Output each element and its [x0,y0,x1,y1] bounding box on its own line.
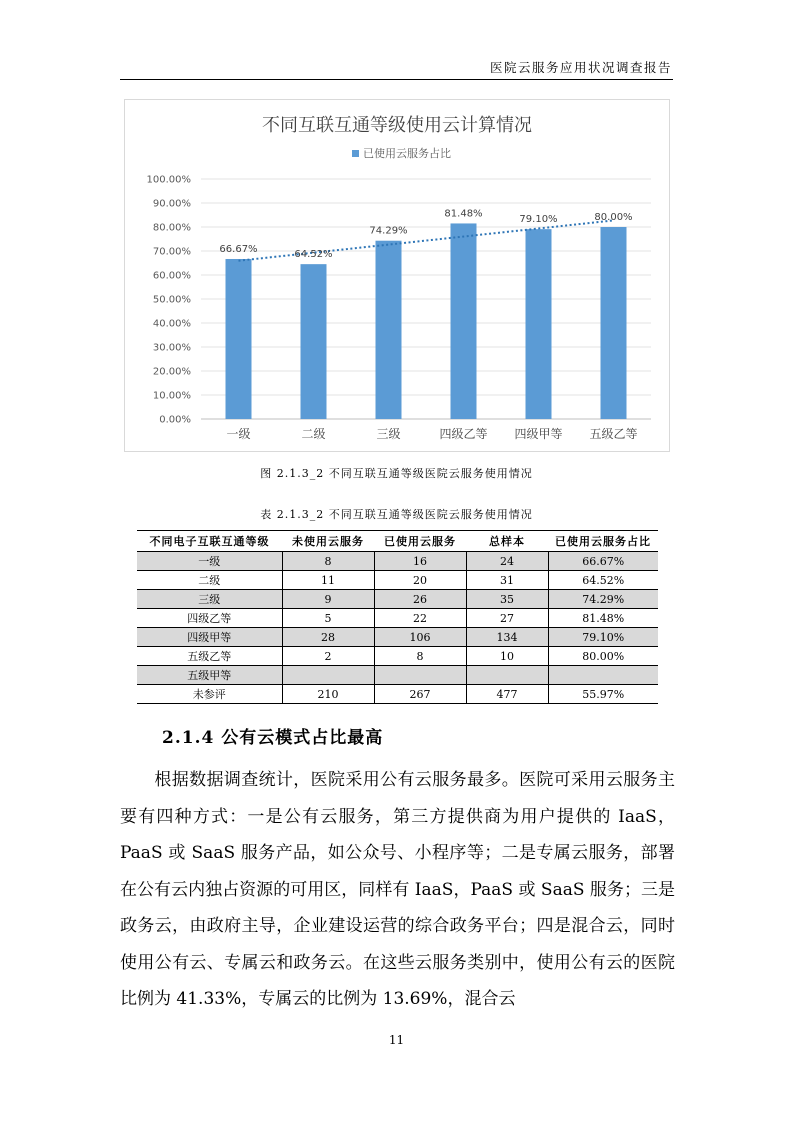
table-cell: 26 [374,590,466,609]
table-cell: 66.67% [548,552,658,571]
figure-caption: 图 2.1.3_2 不同互联互通等级医院云服务使用情况 [260,467,533,480]
table-cell: 27 [466,609,548,628]
body-paragraph [120,762,675,1018]
table-row [137,609,658,628]
table-cell: 267 [374,685,466,704]
legend-swatch [352,150,359,157]
table-cell: 8 [374,647,466,666]
table-row [137,590,658,609]
table-caption: 表 2.1.3_2 不同互联互通等级医院云服务使用情况 [260,508,533,521]
legend-label: 已使用云服务占比 [363,147,451,160]
bar-value-label: 74.29% [369,225,408,237]
table-cell: 5 [282,609,374,628]
y-tick-label: 10.00% [152,390,191,402]
y-tick-label: 100.00% [146,174,191,186]
table-row [137,666,658,685]
bar [301,264,327,419]
table-cell: 三级 [137,590,282,609]
table-cell: 80.00% [548,647,658,666]
table-cell: 一级 [137,552,282,571]
table-row [137,628,658,647]
table-cell: 210 [282,685,374,704]
section-heading: 2.1.4 公有云模式占比最高 [162,728,384,748]
chart-title: 不同互联互通等级使用云计算情况 [262,115,532,136]
table-cell: 64.52% [548,571,658,590]
y-tick-label: 60.00% [152,270,191,282]
table-cell: 未参评 [137,685,282,704]
y-tick-label: 80.00% [152,222,191,234]
table-cell [282,666,374,685]
table-cell: 55.97% [548,685,658,704]
table-cell: 477 [466,685,548,704]
table-cell [374,666,466,685]
table-cell: 24 [466,552,548,571]
bar-value-label: 64.52% [294,249,333,261]
header-cell-level: 不同电子互联互通等级 [137,531,282,552]
table-row [137,647,658,666]
x-tick-label: 一级 [226,427,251,441]
table-cell: 20 [374,571,466,590]
x-tick-label: 四级甲等 [514,427,563,441]
bar [526,229,552,419]
y-tick-label: 30.00% [152,342,191,354]
bar-value-label: 80.00% [594,212,633,223]
y-tick-label: 50.00% [152,294,191,306]
bar-value-label: 79.10% [519,214,558,226]
y-tick-label: 20.00% [152,366,191,378]
bar [376,241,402,419]
table-cell: 四级乙等 [137,609,282,628]
table-cell: 106 [374,628,466,647]
x-tick-label: 二级 [301,427,326,441]
table-cell: 2 [282,647,374,666]
table-cell: 9 [282,590,374,609]
table-cell: 四级甲等 [137,628,282,647]
table-cell: 35 [466,590,548,609]
table-cell [466,666,548,685]
table-cell: 81.48% [548,609,658,628]
table-cell: 五级甲等 [137,666,282,685]
table-cell: 31 [466,571,548,590]
table-cell: 10 [466,647,548,666]
table-cell: 五级乙等 [137,647,282,666]
data-table [137,530,658,704]
x-tick-label: 四级乙等 [439,427,488,441]
y-tick-label: 90.00% [152,198,191,210]
table-header-row [137,531,658,552]
bar-chart [124,99,670,452]
y-tick-label: 70.00% [152,246,191,258]
header-rule [120,79,673,80]
table-cell: 16 [374,552,466,571]
table-cell: 79.10% [548,628,658,647]
header-title: 医院云服务应用状况调查报告 [489,60,672,75]
header-cell-ratio: 已使用云服务占比 [548,531,658,552]
header-cell-unused: 未使用云服务 [282,531,374,552]
y-tick-label: 40.00% [152,318,191,330]
x-tick-label: 三级 [376,427,401,441]
bar [601,227,627,419]
table-cell: 22 [374,609,466,628]
bar [226,259,252,419]
bar-value-label: 66.67% [219,243,258,255]
table-row [137,571,658,590]
table-cell: 74.29% [548,590,658,609]
table-cell: 二级 [137,571,282,590]
header-cell-total: 总样本 [466,531,548,552]
table-cell: 134 [466,628,548,647]
table-cell: 28 [282,628,374,647]
y-tick-label: 0.00% [159,414,191,426]
page-number: 11 [388,1033,405,1047]
table-cell [548,666,658,685]
table-cell: 8 [282,552,374,571]
bar [451,223,477,419]
table-row [137,685,658,704]
table-row [137,552,658,571]
table-cell: 11 [282,571,374,590]
body-paragraph-text: 根据数据调查统计，医院采用公有云服务最多。医院可采用云服务主要有四种方式：一是公有云服务，第三方提供商为用户提供的 IaaS，PaaS 或 SaaS 服务产品，如公众号、小程序等；二是专属云服务，部署在公有云内独占资源的可用区，同样有 IaaS，PaaS 或 SaaS 服务；三是政务云，由政府主导，企业建设运营的综合政务平台；四是混合云，同时使用公有云、专属云和政务云。在这些云服务类别中，使用公有云的医院比例为 41.33%，专属云的比例为 13.69%，混合云 [120,770,675,1009]
header-cell-used: 已使用云服务 [374,531,466,552]
chart-svg [125,100,669,451]
x-tick-label: 五级乙等 [589,427,638,441]
bar-value-label: 81.48% [444,208,483,220]
